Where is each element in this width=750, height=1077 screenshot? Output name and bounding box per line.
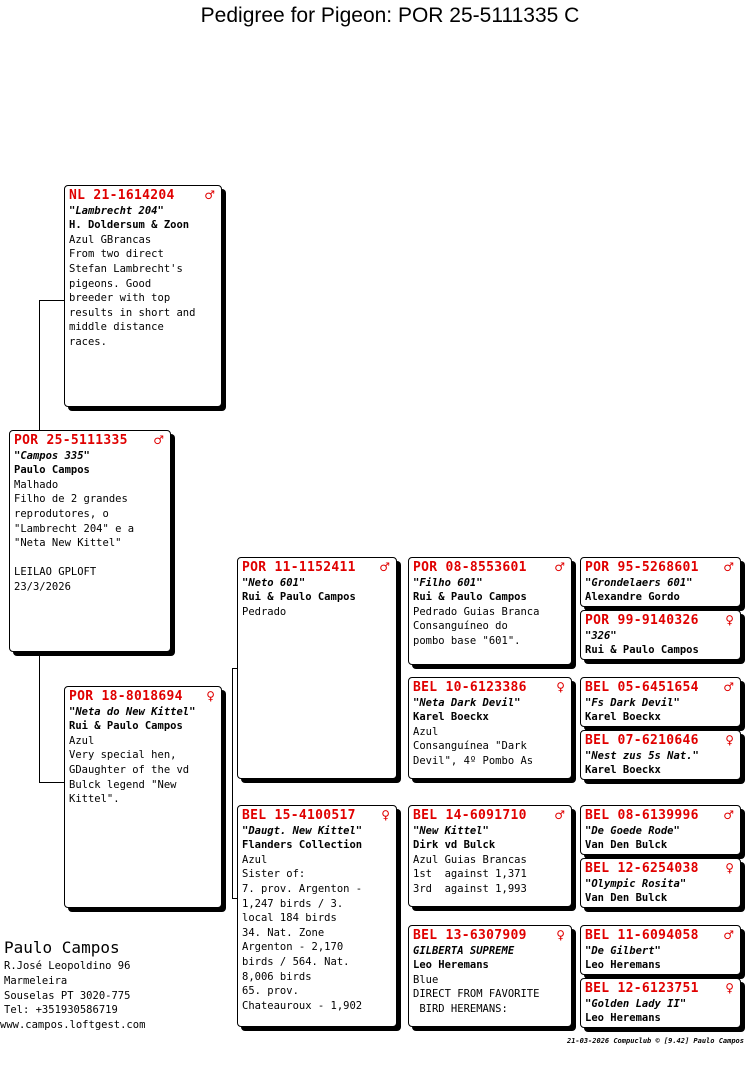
pigeon-notes: Filho de 2 grandes reprodutores, o "Lambrecht 204" e a "Neta New Kittel" LEILAO GPLOFT 23/3/2026 <box>14 493 135 593</box>
pigeon-card-dam-sire[interactable] <box>237 557 397 779</box>
pigeon-card-dam-sire-dam[interactable] <box>408 677 572 779</box>
ring-number: BEL 08-6139996 <box>585 808 699 823</box>
breeder-name: Leo Heremans <box>585 1012 661 1025</box>
owner-address: Souselas PT 3020-775 <box>4 990 131 1002</box>
female-icon: ♀ <box>381 808 390 822</box>
breeder-name: Rui & Paulo Campos <box>585 644 699 657</box>
ring-number: BEL 07-6210646 <box>585 733 699 748</box>
male-icon: ♂ <box>723 560 734 574</box>
pigeon-notes: Very special hen, GDaughter of the vd Bulck legend "New Kittel". <box>69 749 190 806</box>
ring-number: NL 21-1614204 <box>69 188 175 203</box>
breeder-name: H. Doldersum & Zoon <box>69 219 190 232</box>
pigeon-card-subject[interactable] <box>9 430 171 652</box>
pigeon-card-dam-dam[interactable] <box>237 805 397 1027</box>
breeder-name: Paulo Campos <box>14 464 90 477</box>
ring-number: POR 25-5111335 <box>14 433 128 448</box>
female-icon: ♀ <box>725 861 734 875</box>
pigeon-card-sire[interactable] <box>64 185 222 407</box>
owner-address: R.José Leopoldino 96 <box>4 960 131 972</box>
pigeon-name: "Neta do New Kittel" <box>69 705 196 718</box>
pigeon-notes: 1st against 1,371 3rd against 1,993 <box>413 868 527 895</box>
pigeon-card-small[interactable] <box>580 557 741 607</box>
ring-number: POR 18-8018694 <box>69 689 183 704</box>
connector-line <box>39 300 65 301</box>
pigeon-name: "De Goede Rode" <box>585 824 680 837</box>
male-icon: ♂ <box>153 433 164 447</box>
connector-line <box>39 652 40 782</box>
pigeon-card-small[interactable] <box>580 805 741 855</box>
page-title: Pedigree for Pigeon: POR 25-5111335 C <box>200 4 580 27</box>
male-icon: ♂ <box>379 560 390 574</box>
male-icon: ♂ <box>723 928 734 942</box>
breeder-name: Rui & Paulo Campos <box>69 720 183 733</box>
breeder-name: Alexandre Gordo <box>585 591 680 604</box>
pigeon-notes: Consanguíneo do pombo base "601". <box>413 620 521 647</box>
owner-name: Paulo Campos <box>4 938 120 957</box>
ring-number: BEL 14-6091710 <box>413 808 527 823</box>
pigeon-card-small[interactable] <box>580 978 741 1028</box>
female-icon: ♀ <box>556 680 565 694</box>
pigeon-notes: Sister of: 7. prov. Argenton - 1,247 birds / 3. local 184 birds 34. Nat. Zone Argenton - 2,170 birds / 564. Nat. 8,006 birds 65. prov. Chateauroux - 1,902 <box>242 868 363 1012</box>
breeder-name: Van Den Bulck <box>585 892 668 905</box>
pigeon-color: Azul <box>69 734 95 747</box>
ring-number: BEL 12-6123751 <box>585 981 699 996</box>
pigeon-card-dam-dam-dam[interactable] <box>408 925 572 1027</box>
breeder-name: Karel Boeckx <box>585 711 661 724</box>
female-icon: ♀ <box>206 689 215 703</box>
owner-phone: Tel: +351930586719 <box>4 1004 118 1016</box>
pigeon-name: "De Gilbert" <box>585 944 661 957</box>
pigeon-name: "326" <box>585 629 617 642</box>
ring-number: POR 95-5268601 <box>585 560 699 575</box>
pigeon-name: "Filho 601" <box>413 576 483 589</box>
female-icon: ♀ <box>725 733 734 747</box>
pigeon-card-dam-sire-sire[interactable] <box>408 557 572 665</box>
pigeon-name: "Fs Dark Devil" <box>585 696 680 709</box>
breeder-name: Karel Boeckx <box>585 764 661 777</box>
breeder-name: Leo Heremans <box>585 959 661 972</box>
female-icon: ♀ <box>725 981 734 995</box>
ring-number: BEL 12-6254038 <box>585 861 699 876</box>
breeder-name: Karel Boeckx <box>413 711 489 724</box>
breeder-name: Rui & Paulo Campos <box>413 591 527 604</box>
pigeon-card-small[interactable] <box>580 730 741 780</box>
breeder-name: Van Den Bulck <box>585 839 668 852</box>
ring-number: POR 99-9140326 <box>585 613 699 628</box>
pigeon-name: "Olympic Rosita" <box>585 877 687 890</box>
pigeon-card-dam[interactable] <box>64 686 222 908</box>
pigeon-color: Blue <box>413 973 439 986</box>
connector-line <box>39 782 65 783</box>
ring-number: POR 11-1152411 <box>242 560 356 575</box>
ring-number: BEL 15-4100517 <box>242 808 356 823</box>
pigeon-name: "New Kittel" <box>413 824 489 837</box>
pigeon-card-dam-dam-sire[interactable] <box>408 805 572 907</box>
connector-line <box>39 300 40 430</box>
pigeon-name: "Campos 335" <box>14 449 90 462</box>
pigeon-card-small[interactable] <box>580 677 741 727</box>
pigeon-notes: From two direct Stefan Lambrecht's pigeons. Good breeder with top results in short and middle distance races. <box>69 248 196 348</box>
pigeon-name: GILBERTA SUPREME <box>413 944 515 957</box>
male-icon: ♂ <box>204 188 215 202</box>
pigeon-color: Malhado <box>14 478 59 491</box>
ring-number: POR 08-8553601 <box>413 560 527 575</box>
male-icon: ♂ <box>554 808 565 822</box>
footer-credits: 21-03-2026 Compuclub © [9.42] Paulo Campos <box>566 1037 744 1045</box>
pigeon-color: Azul <box>242 853 268 866</box>
pigeon-card-small[interactable] <box>580 858 741 908</box>
pigeon-color: Pedrado Guias Branca <box>413 605 540 618</box>
pigeon-notes: Consanguínea "Dark Devil", 4º Pombo As <box>413 740 534 767</box>
pigeon-color: Azul Guias Brancas <box>413 853 527 866</box>
pigeon-name: "Neta Dark Devil" <box>413 696 521 709</box>
ring-number: BEL 05-6451654 <box>585 680 699 695</box>
breeder-name: Leo Heremans <box>413 959 489 972</box>
owner-address: Marmeleira <box>4 975 68 987</box>
pigeon-notes: DIRECT FROM FAVORITE BIRD HEREMANS: <box>413 988 540 1015</box>
pigeon-name: "Neto 601" <box>242 576 306 589</box>
pigeon-color: Pedrado <box>242 605 287 618</box>
pigeon-name: "Lambrecht 204" <box>69 204 164 217</box>
pigeon-name: "Daugt. New Kittel" <box>242 824 363 837</box>
male-icon: ♂ <box>723 680 734 694</box>
owner-website: www.campos.loftgest.com <box>0 1019 146 1031</box>
male-icon: ♂ <box>723 808 734 822</box>
pigeon-card-small[interactable] <box>580 925 741 975</box>
pigeon-card-small[interactable] <box>580 610 741 660</box>
breeder-name: Rui & Paulo Campos <box>242 591 356 604</box>
female-icon: ♀ <box>556 928 565 942</box>
breeder-name: Flanders Collection <box>242 839 363 852</box>
ring-number: BEL 11-6094058 <box>585 928 699 943</box>
pigeon-name: "Golden Lady II" <box>585 997 687 1010</box>
pigeon-color: Azul GBrancas <box>69 233 152 246</box>
male-icon: ♂ <box>554 560 565 574</box>
female-icon: ♀ <box>725 613 734 627</box>
pigeon-color: Azul <box>413 725 439 738</box>
pigeon-name: "Grondelaers 601" <box>585 576 693 589</box>
pigeon-name: "Nest zus 5s Nat." <box>585 749 699 762</box>
connector-line <box>232 668 233 898</box>
breeder-name: Dirk vd Bulck <box>413 839 496 852</box>
ring-number: BEL 10-6123386 <box>413 680 527 695</box>
ring-number: BEL 13-6307909 <box>413 928 527 943</box>
